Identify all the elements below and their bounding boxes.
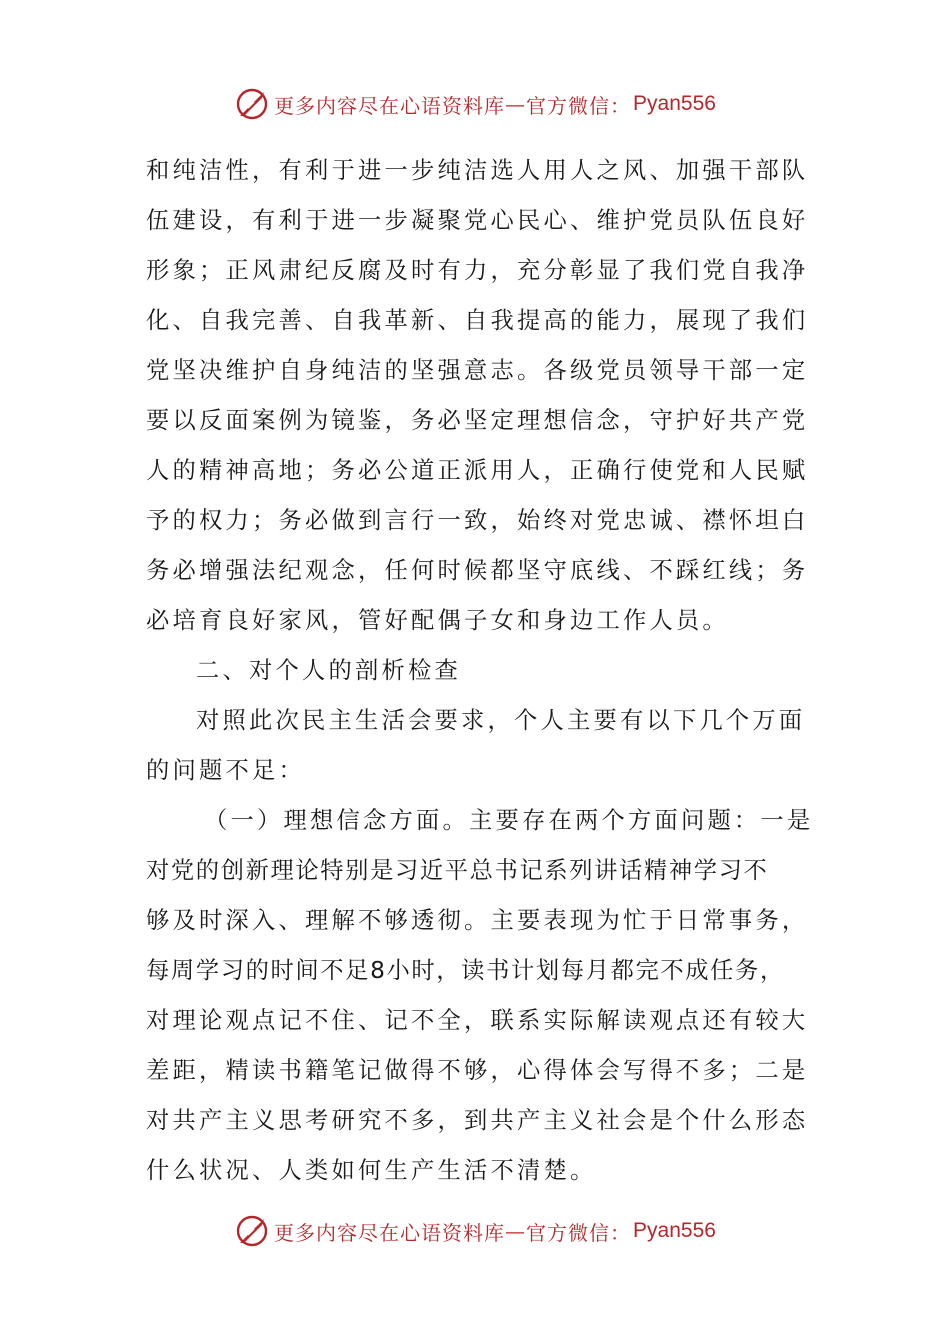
body-line: 对理论观点记不住、记不全，联系实际解读观点还有较大 <box>146 1007 809 1034</box>
footer-wechat-label: 官方微信： <box>526 1220 632 1245</box>
header-banner <box>0 84 950 124</box>
body-line: 必培育良好家风，管好配偶子女和身边工作人员。 <box>146 607 729 634</box>
body-line: 什么状况、人类如何生产生活不清楚。 <box>146 1157 597 1184</box>
body-line: 要以反面案例为镜鉴，务必坚定理想信念，守护好共产党 <box>146 407 809 434</box>
body-line: 差距，精读书籍笔记做得不够，心得体会写得不多；二是 <box>146 1057 809 1084</box>
document-body <box>146 146 814 1196</box>
footer-banner-text: 更多内容尽在心语资料库 <box>274 1220 506 1245</box>
body-line: 的问题不足： <box>146 757 305 784</box>
header-wechat-label: 官方微信： <box>526 93 632 118</box>
body-line: 党坚决维护自身纯洁的坚强意志。各级党员领导干部一定 <box>146 357 809 384</box>
header-banner-dash: — <box>505 92 527 116</box>
body-line: 伍建设，有利于进一步凝聚党心民心、维护党员队伍良好 <box>146 207 809 234</box>
body-line: 够及时深入、理解不够透彻。主要表现为忙于日常事务， <box>146 907 809 934</box>
body-line: 对党的创新理论特别是习近平总书记系列讲话精神学习不 <box>146 857 769 884</box>
body-line: 对照此次民主生活会要求，个人主要有以下几个万面 <box>196 707 806 734</box>
footer-wechat-id: Pyan556 <box>633 1219 716 1242</box>
body-line: 和纯洁性，有利于进一步纯洁选人用人之风、加强干部队 <box>146 157 809 184</box>
header-banner-text: 更多内容尽在心语资料库 <box>274 93 506 118</box>
body-line: 予的权力；务必做到言行一致，始终对党忠诚、襟怀坦白 <box>146 507 809 534</box>
footer-banner <box>0 1211 950 1251</box>
pen-circle-logo-icon <box>234 1213 270 1249</box>
footer-banner-dash: — <box>505 1219 527 1243</box>
section-heading: 二、对个人的剖析检查 <box>196 657 461 684</box>
body-line: 形象；正风肃纪反腐及时有力，充分彰显了我们党自我净 <box>146 257 809 284</box>
pen-circle-logo-icon <box>234 86 270 122</box>
body-line: 每周学习的时间不足8小时，读书计划每月都完不成任务， <box>146 957 785 984</box>
body-line: 化、自我完善、自我革新、自我提高的能力，展现了我们 <box>146 307 809 334</box>
subsection-heading: （一）理想信念方面。主要存在两个方面问题：一是 <box>204 807 814 834</box>
header-wechat-id: Pyan556 <box>633 92 716 115</box>
body-line: 人的精神高地；务必公道正派用人，正确行使党和人民赋 <box>146 457 809 484</box>
body-line: 务必增强法纪观念，任何时候都坚守底线、不踩红线；务 <box>146 557 809 584</box>
body-line: 对共产主义思考研究不多，到共产主义社会是个什么形态 <box>146 1107 809 1134</box>
